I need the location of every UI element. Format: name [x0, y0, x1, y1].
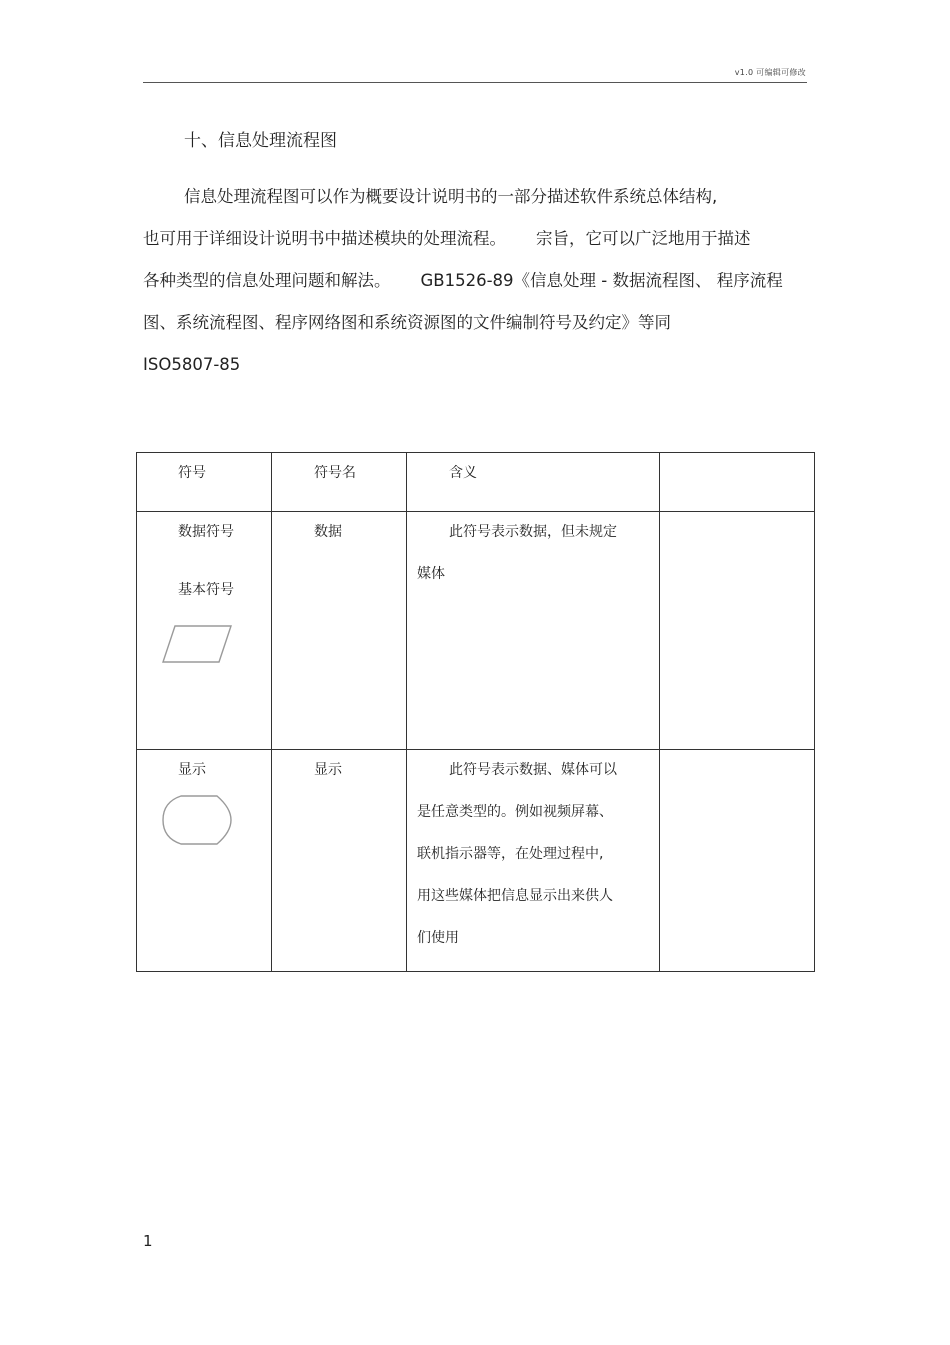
meaning-line: 们使用 [417, 930, 459, 946]
symbol-name-data: 数据 [314, 524, 342, 540]
cell-extra-display [660, 750, 815, 972]
body-line-2-a: 也可用于详细设计说明书中描述模块的处理流程。 [143, 229, 506, 248]
symbol-label-data: 数据符号 [178, 524, 234, 540]
cell-name-data [272, 512, 407, 750]
body-line-3-a: 各种类型的信息处理问题和解法。 [143, 271, 391, 290]
header-cell-extra [660, 453, 815, 512]
table-header-row [137, 453, 815, 512]
header-meaning-label: 含义 [449, 465, 477, 481]
symbol-name-display: 显示 [314, 762, 342, 778]
body-line-2-b: 宗旨，它可以广泛地用于描述 [536, 229, 751, 248]
header-cell-name [272, 453, 407, 512]
body-line-4: 图、系统流程图、程序网络图和系统资源图的文件编制符号及约定》等同 [143, 313, 671, 332]
meaning-line: 联机指示器等，在处理过程中, [417, 846, 604, 862]
display-symbol-icon [161, 794, 271, 850]
section-heading: 十、信息处理流程图 [184, 131, 337, 151]
header-symbol-label: 符号 [178, 465, 206, 481]
table-row [137, 512, 815, 750]
meaning-line: 此符号表示数据、媒体可以 [449, 762, 617, 778]
cell-symbol-data [137, 512, 272, 750]
body-paragraph [143, 176, 808, 386]
parallelogram-data-symbol-icon [161, 624, 271, 670]
body-line-3 [143, 260, 808, 302]
parallelogram-shape [163, 626, 231, 662]
header-version-note: v1.0 可编辑可修改 [734, 68, 806, 77]
meaning-line: 用这些媒体把信息显示出来供人 [417, 888, 613, 904]
display-shape [163, 796, 231, 844]
symbol-category-basic: 基本符号 [178, 582, 234, 598]
header-name-label: 符号名 [314, 465, 356, 481]
body-line-3-b: GB1526-89《信息处理 - 数据流程图、 程序流程 [420, 271, 783, 290]
body-line-5: ISO5807-85 [143, 355, 241, 374]
cell-meaning-display [407, 750, 660, 972]
body-line-2 [143, 218, 808, 260]
meaning-line: 此符号表示数据，但未规定 [449, 524, 617, 540]
symbol-label-display: 显示 [178, 762, 206, 778]
symbol-table [136, 452, 815, 972]
meaning-line: 是任意类型的。例如视频屏幕、 [417, 804, 613, 820]
header-cell-meaning [407, 453, 660, 512]
header-rule [143, 82, 807, 83]
table-row [137, 750, 815, 972]
meaning-line: 媒体 [417, 566, 445, 582]
page-number: 1 [143, 1232, 153, 1250]
cell-meaning-data [407, 512, 660, 750]
header-cell-symbol [137, 453, 272, 512]
cell-extra-data [660, 512, 815, 750]
body-line-1: 信息处理流程图可以作为概要设计说明书的一部分描述软件系统总体结构, [184, 187, 718, 206]
header-extra-label [660, 453, 814, 463]
cell-symbol-display [137, 750, 272, 972]
cell-name-display [272, 750, 407, 972]
